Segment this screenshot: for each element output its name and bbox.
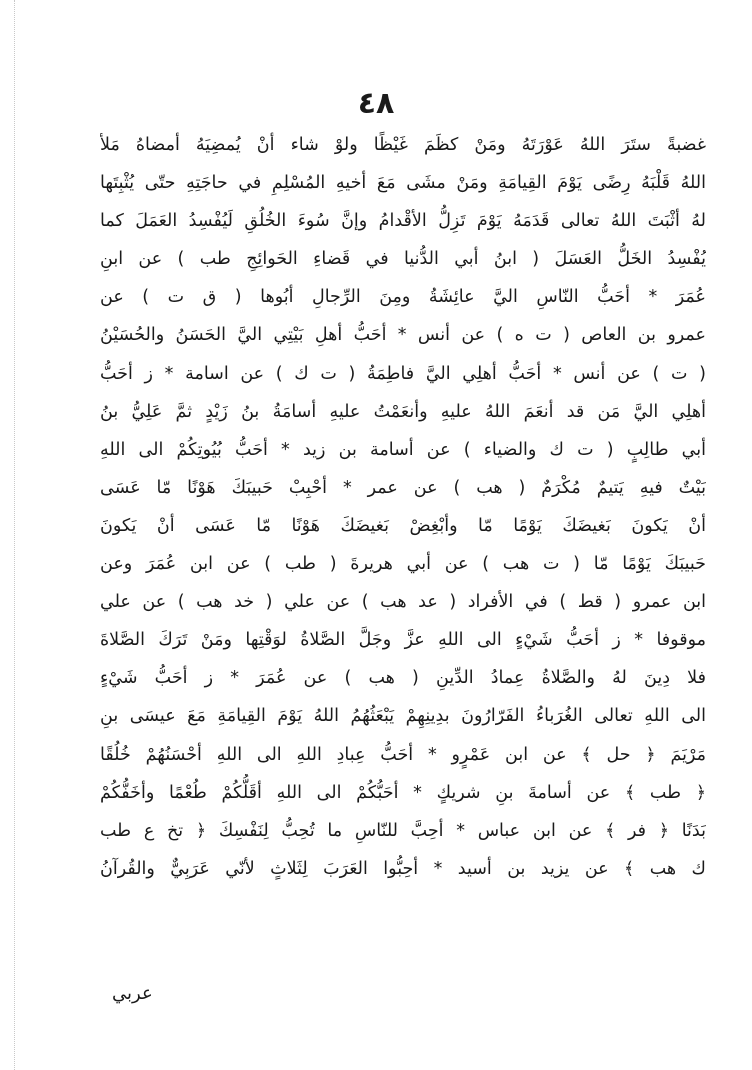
text-line: موقوفا * ز أحَبُّ شَيْءٍ الى اللهِ عزَّ وجَلَّ الصَّلاةُ لوَقْتِها ومَنْ تَرَكَ الصَّلاةَ: [100, 630, 706, 651]
text-line: اللهُ قَلْبَهُ رِضًى يَوْمَ القِيامَةِ ومَنْ مشَى مَعَ أخيهِ المُسْلِمِ في حاجَتِهِ حتّى يُثْبِتَها: [100, 173, 706, 194]
text-line: غضبةً ستَرَ اللهُ عَوْرَتَهُ ومَنْ كظَمَ غَيْظًا ولوْ شاء أنْ يُمضِيَهُ أمضاهُ مَلأ: [100, 135, 706, 155]
text-line: يُفْسِدُ الخَلُّ العَسَلَ ( ابنُ أبي الدُّنيا في قَضاءِ الحَوائِجِ طب ) عن ابنِ: [100, 249, 706, 270]
text-line: بَدَنًا ﴿ فر ﴾ عن ابن عباس * أحِبَّ للنّاسِ ما تُحِبُّ لِنَفْسِكَ ﴿ تخ ع طب: [100, 820, 706, 841]
text-line: لهُ أثْبَتَ اللهُ تعالى قَدَمَهُ يَوْمَ تَزِلُّ الأقْدامُ وإنَّ سُوءَ الخُلُقِ لَيُفْسِدُ العَمَلَ كما: [100, 211, 706, 232]
text-line: بَيْتٌ فيهِ يَتيمٌ مُكْرَمٌ ( هب ) عن عمر * أحْبِبْ حَبيبَكَ هَوْنًا مّا عَسَى: [100, 477, 706, 498]
text-line: الى اللهِ تعالى الغُرَباءُ الفَرّارُونَ بدِينِهِمْ يَبْعَثُهُمُ اللهُ يَوْمَ القِيامَةِ مَعَ عيسَى بنِ: [100, 706, 706, 727]
text-line: حَبيبَكَ يَوْمًا مّا ( ت هب ) عن أبي هريرةَ ( طب ) عن ابن عُمَرَ وعن: [100, 554, 706, 575]
text-line: مَرْيَمَ ﴿ حل ﴾ عن ابن عَمْرٍو * أحَبُّ عِبادِ اللهِ الى اللهِ أحْسَنُهُمْ خُلُقًا: [100, 744, 706, 765]
text-line: عمرو بن العاص ( ت ه ) عن أنس * أحَبُّ أهلِ بَيْتِي اليَّ الحَسَنُ والحُسَيْنُ: [100, 325, 706, 346]
body-text: [100, 126, 706, 888]
text-line: أهلِي اليَّ مَن قد أنعَمَ اللهُ عليهِ وأنعَمْتُ عليهِ أسامَةُ بنُ زَيْدٍ ثمَّ عَلِيُّ بنُ: [100, 401, 706, 422]
text-line: ابن عمرو ( قط ) في الأفراد ( عد هب ) عن علي ( خد هب ) عن علي: [100, 592, 706, 613]
text-line: ك هب ﴾ عن يزيد بن أسيد * أحِبُّوا العَرَبَ لِثَلاثٍ لأنّي عَرَبِيٌّ والقُرآنُ: [100, 858, 706, 879]
text-line: ﴿ طب ﴾ عن أسامةَ بنِ شريكٍ * أحَبُّكُمْ الى اللهِ أقَلُّكُمْ طُعْمًا وأخَفُّكُمْ: [100, 782, 706, 803]
text-line: ( ت ) عن أنس * أحَبُّ أهلِي اليَّ فاطِمَةُ ( ت ك ) عن اسامة * ز أحَبُّ: [100, 363, 706, 384]
page-number: ٤٨: [357, 86, 395, 121]
text-line: عُمَرَ * أحَبُّ النّاسِ اليَّ عائِشَةُ ومِنَ الرِّجالِ أبُوها ( ق ت ) عن: [100, 287, 706, 308]
text-line: أنْ يَكونَ بَغيضَكَ يَوْمًا مّا وأبْغِضْ بَغيضَكَ هَوْنًا مّا عَسَى أنْ يَكونَ: [100, 515, 706, 536]
text-line: فلا دِينَ لهُ والصَّلاةُ عِمادُ الدِّينِ ( هب ) عن عُمَرَ * ز أحَبُّ شَيْءٍ: [100, 668, 706, 689]
catchword: عربي: [112, 983, 153, 1004]
page-edge-divider: [14, 0, 15, 1070]
text-line: أبي طالِبٍ ( ت ك والضياء ) عن أسامة بن زيد * أحَبُّ بُيُوتِكُمْ الى اللهِ: [100, 439, 706, 460]
